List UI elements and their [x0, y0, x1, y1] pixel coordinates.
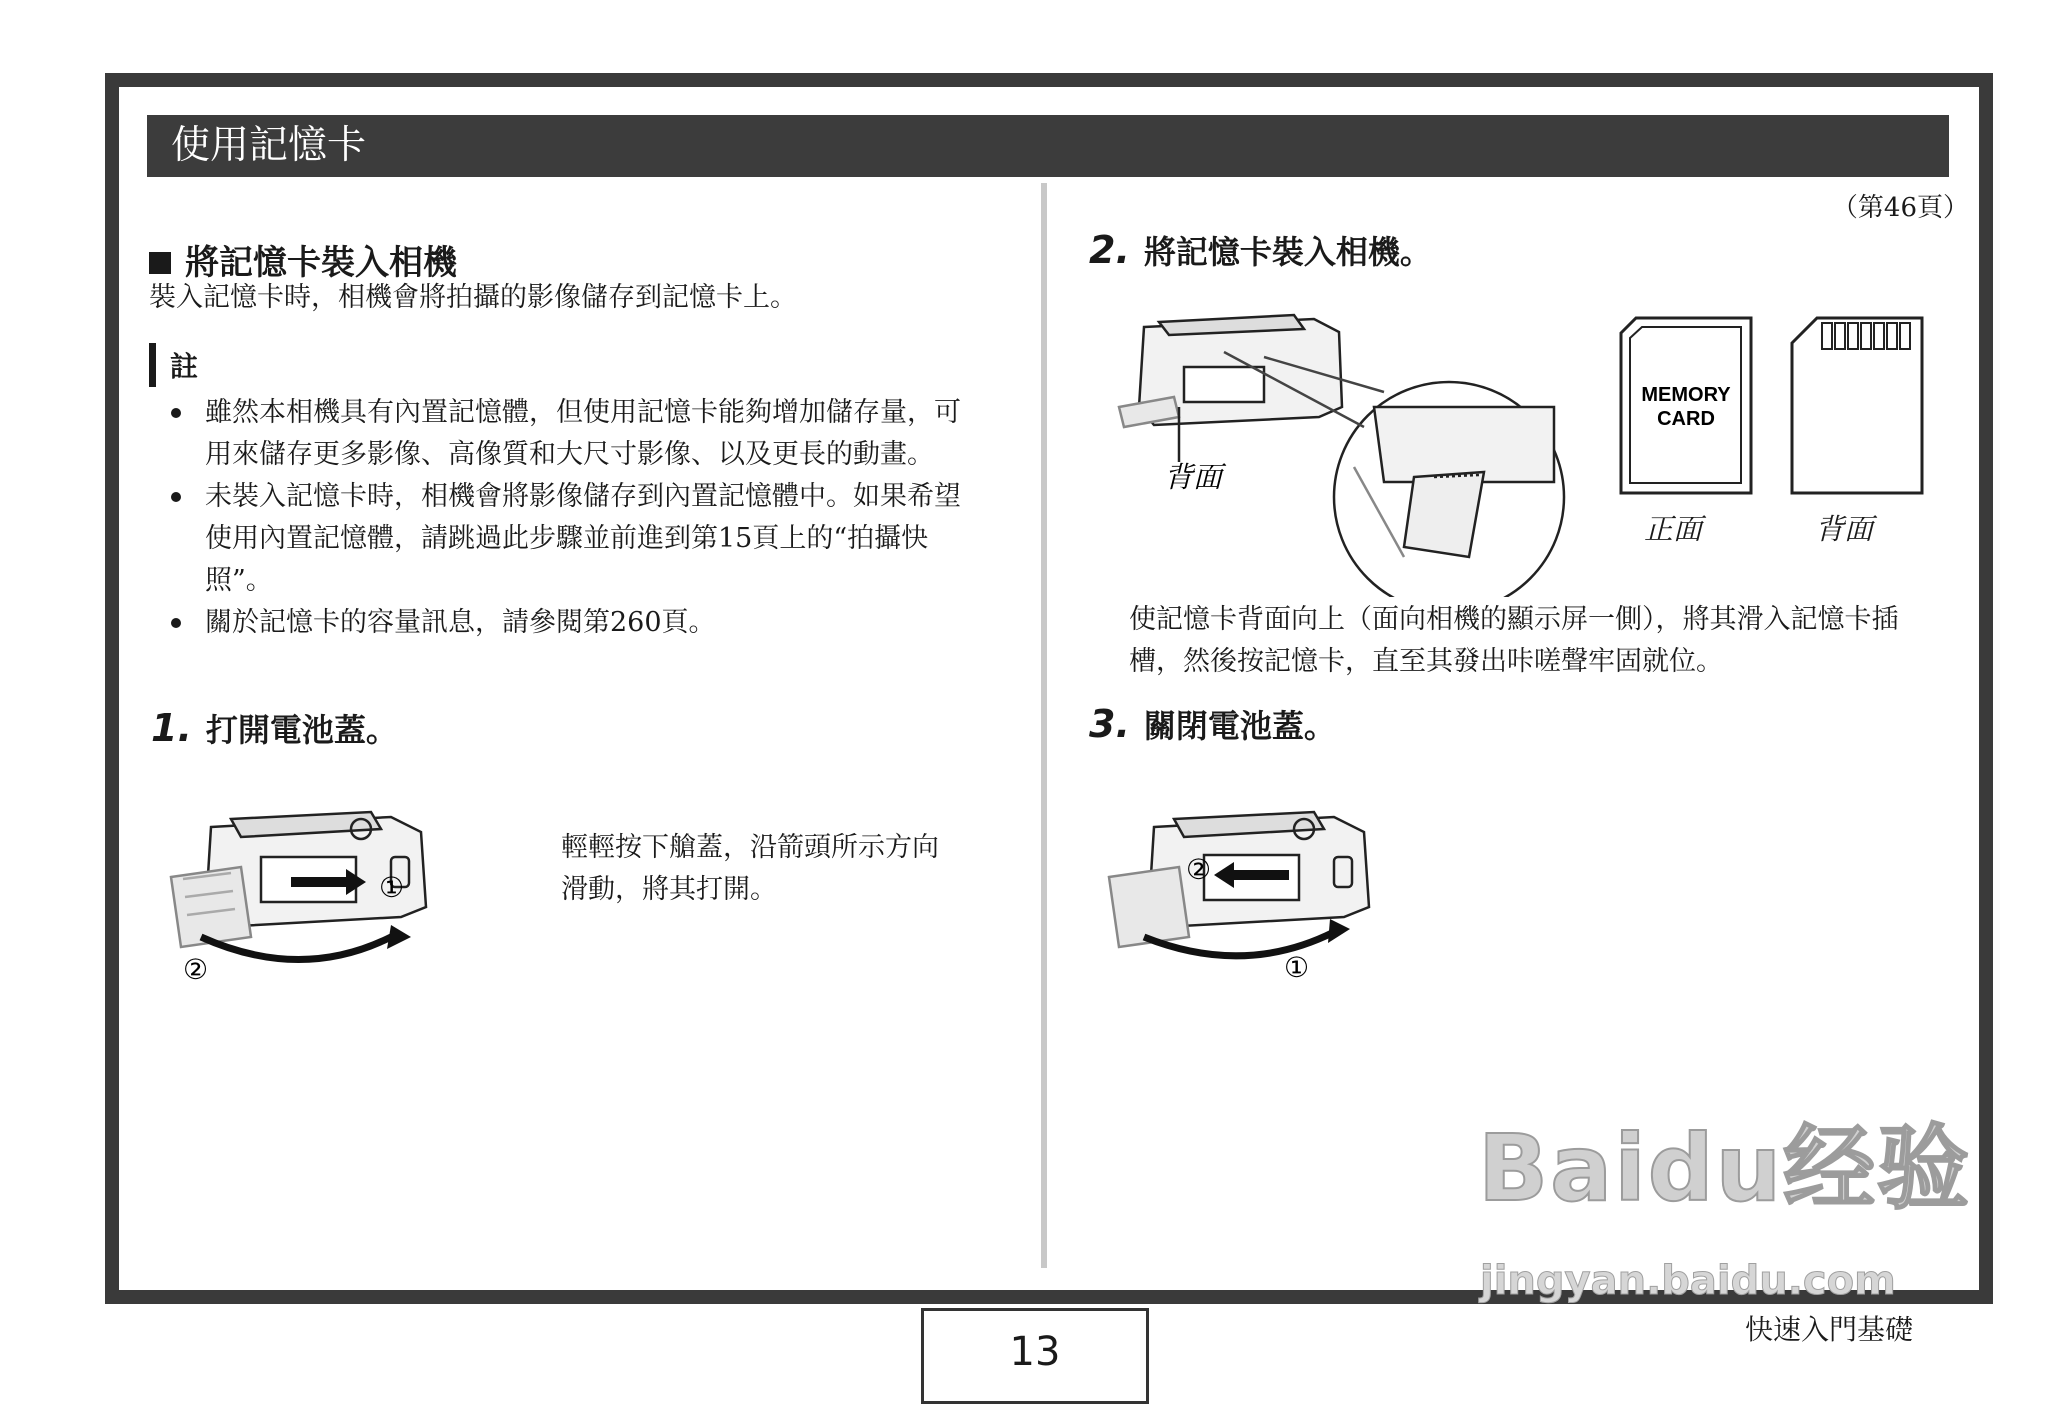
marker-2: ② [1186, 854, 1212, 885]
square-bullet-icon [149, 252, 171, 274]
note-header [149, 343, 198, 387]
watermark-url: jingyan.baidu.com [1480, 1258, 1896, 1304]
section-label: 快速入門基礎 [1745, 1313, 1914, 1346]
page-reference: （第46頁） [1831, 193, 1969, 223]
marker-1: ① [1284, 952, 1310, 983]
step1-number: 1. [151, 706, 192, 750]
section-heading-text: 將記憶卡裝入相機 [185, 243, 457, 283]
camera-close-illustration [1104, 787, 1434, 987]
page-title: 使用記憶卡 [147, 115, 1949, 177]
step2-text: 使記憶卡背面向上（面向相機的顯示屏一側），將其滑入記憶卡插槽，然後按記憶卡，直至其發出咔嗟聲牢固就位。 [1129, 604, 1899, 677]
memory-card-back [1787, 313, 1927, 498]
marker-1: ① [379, 872, 405, 903]
label-back: 背面 [1815, 512, 1874, 546]
step1-text: 輕輕按下艙蓋，沿箭頭所示方向滑動，將其打開。 [561, 832, 939, 905]
step2-number: 2. [1089, 228, 1130, 272]
label-back-camera: 背面 [1164, 460, 1223, 494]
step3-title: 關閉電池蓋。 [1143, 707, 1336, 745]
step1-title: 打開電池蓋。 [205, 711, 398, 749]
step2-heading [1089, 227, 1432, 273]
memory-card-front [1616, 313, 1756, 498]
step2-title: 將記憶卡裝入相機。 [1143, 233, 1432, 271]
step1-heading [151, 705, 398, 751]
marker-2: ② [183, 954, 209, 985]
intro-text: 裝入記憶卡時，相機會將拍攝的影像儲存到記憶卡上。 [149, 282, 797, 313]
note-list [167, 392, 967, 644]
label-front: 正面 [1644, 512, 1703, 546]
note-bar-icon [149, 343, 156, 387]
note-item: 關於記憶卡的容量訊息，請參閱第260頁。 [167, 602, 967, 644]
note-label: 註 [170, 350, 199, 383]
card-insert-illustration [1114, 297, 1584, 597]
step3-heading [1089, 701, 1336, 747]
note-item: 未裝入記憶卡時，相機會將影像儲存到內置記憶體中。如果希望使用內置記憶體，請跳過此步驟並前進到第15頁上的“拍攝快照”。 [167, 476, 967, 602]
card-text-line1: MEMORY [1641, 384, 1731, 406]
note-item: 雖然本相機具有內置記憶體，但使用記憶卡能夠增加儲存量，可用來儲存更多影像、高像質和大尺寸影像、以及更長的動畫。 [167, 392, 967, 476]
card-text-line2: CARD [1657, 408, 1715, 430]
column-divider [1041, 183, 1047, 1268]
page-number: 13 [921, 1308, 1149, 1404]
camera-open-illustration [161, 787, 541, 987]
watermark-logo: Baidu经验 [1478, 1115, 1972, 1222]
step3-number: 3. [1089, 702, 1130, 746]
